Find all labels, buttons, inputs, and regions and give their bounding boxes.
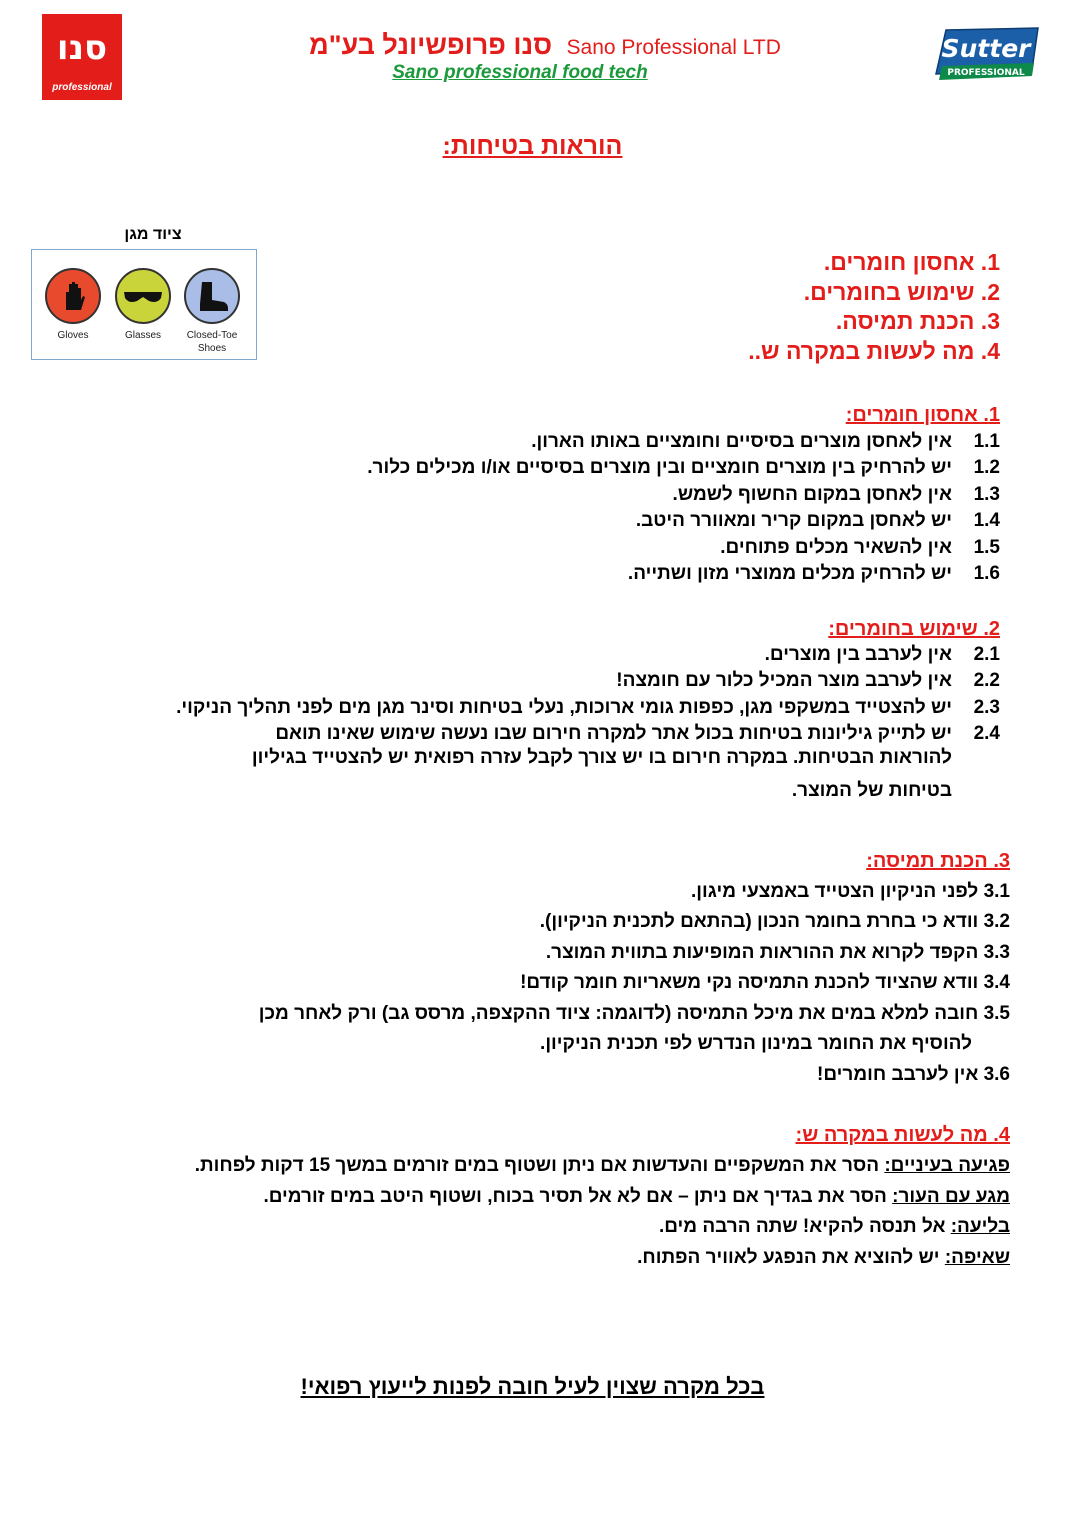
item-number: 3.3: [983, 942, 1010, 963]
company-name-english: Sano Professional LTD: [566, 36, 781, 59]
overview-item: 3. הכנת תמיסה.: [835, 308, 1000, 334]
sutter-logo-word: Sutter: [941, 34, 1031, 63]
first-aid-text: יש להוציא את הנפגע לאוויר הפתוח.: [637, 1247, 940, 1268]
list-item: [520, 970, 1010, 996]
item-number: 2.3: [973, 697, 1000, 718]
item-continuation: להוסיף את החומר במינון הנדרש לפי תכנית הניקיון.: [540, 1033, 972, 1054]
item-number: 2.4: [973, 723, 1000, 744]
company-title: [200, 30, 890, 61]
overview-item: 4. מה לעשות במקרה ש..: [748, 337, 1000, 364]
item-number: 3.5: [983, 1003, 1010, 1024]
item-text: לפני הניקיון הצטייד באמצעי מיגון.: [691, 881, 979, 902]
item-text: וודא כי בחרת בחומר הנכון (בהתאם לתכנית הניקיון).: [539, 911, 979, 932]
item-text: אין לערבב בין מוצרים.: [764, 644, 952, 665]
item-number: 3.1: [983, 881, 1010, 902]
item-text: אין לערבב חומרים!: [817, 1064, 979, 1085]
ppe-caption-shoes: Closed-Toe Shoes: [186, 330, 238, 354]
sano-logo-word: סנו: [56, 28, 108, 68]
item-text: אין לאחסן במקום החשוף לשמש.: [672, 484, 952, 505]
ppe-shoes: [177, 268, 247, 355]
section3-heading: 3. הכנת תמיסה:: [866, 850, 1010, 872]
gloves-icon: [45, 268, 101, 324]
list-item: [259, 1001, 1010, 1027]
item-text: יש לתייק גיליונות בטיחות בכול אתר למקרה חירום שבו נעשה שימוש שאינו תואם: [275, 723, 952, 744]
first-aid-item: [659, 1214, 1010, 1240]
first-aid-item: [637, 1245, 1010, 1271]
item-text: הקפד לקרוא את ההוראות המופיעות בתווית המוצר.: [545, 942, 979, 963]
first-aid-item: [195, 1153, 1010, 1179]
ppe-glasses: [108, 268, 178, 342]
overview-item: 2. שימוש בחומרים.: [803, 278, 1000, 305]
glasses-icon: [115, 268, 171, 324]
item-continuation: בטיחות של המוצר.: [791, 780, 952, 801]
ppe-panel: [31, 249, 257, 360]
footer-warning: בכל מקרה שצוין לעיל חובה לפנות לייעוץ רפואי!: [300, 1374, 765, 1399]
company-name-hebrew: סנו פרופשיונל בע"מ: [309, 30, 553, 60]
sano-logo-sub: professional: [52, 82, 112, 93]
sutter-logo-sub: PROFESSIONAL: [947, 68, 1025, 78]
section2-heading: 2. שימוש בחומרים:: [828, 618, 1000, 640]
first-aid-label: שאיפה:: [944, 1247, 1010, 1268]
item-text: יש להרחיק בין מוצרים חומציים ובין מוצרים בסיסיים או/ו מכילים כלור.: [367, 457, 952, 478]
sano-logo: [42, 14, 122, 100]
ppe-gloves: [38, 268, 108, 342]
page-title: הוראות בטיחות:: [442, 132, 623, 160]
item-number: 1.6: [973, 563, 1000, 584]
item-text: אין לערבב מוצר המכיל כלור עם חומצה!: [616, 670, 952, 691]
item-number: 2.2: [973, 670, 1000, 691]
sutter-logo: [932, 26, 1042, 82]
list-item: [691, 879, 1010, 905]
item-number: 2.1: [973, 644, 1000, 665]
first-aid-text: הסר את בגדיך אם ניתן – אם לא אל תסיר בכוח, ושטוף היטב במים זורמים.: [263, 1186, 887, 1207]
item-text: יש להצטייד במשקפי מגן, כפפות גומי ארוכות, נעלי בטיחות וסינר מגן מים לפני תהליך הניקוי.: [176, 697, 952, 718]
item-number: 1.5: [973, 537, 1000, 558]
list-item: [817, 1062, 1010, 1088]
list-item: [546, 940, 1010, 966]
first-aid-label: פגיעה בעיניים:: [884, 1155, 1010, 1176]
first-aid-item: [263, 1184, 1010, 1210]
item-continuation: להוראות הבטיחות. במקרה חירום בו יש צורך לקבל עזרה רפואית יש להצטייד בגיליון: [251, 747, 952, 768]
list-item: [540, 909, 1010, 935]
boot-icon: [184, 268, 240, 324]
item-number: 1.3: [973, 484, 1000, 505]
first-aid-label: מגע עם העור:: [892, 1186, 1010, 1207]
item-number: 3.2: [983, 911, 1010, 932]
ppe-label: ציוד מגן: [124, 226, 182, 243]
item-number: 3.4: [983, 972, 1010, 993]
item-number: 1.1: [973, 431, 1000, 452]
item-text: וודא שהציוד להכנת התמיסה נקי משאריות חומר קודם!: [520, 972, 979, 993]
section4-heading: 4. מה לעשות במקרה ש:: [795, 1124, 1010, 1146]
item-text: יש לאחסן במקום קריר ומאוורר היטב.: [635, 510, 952, 531]
item-text: אין להשאיר מכלים פתוחים.: [720, 537, 952, 558]
item-text: חובה למלא במים את מיכל התמיסה (לדוגמה: ציוד ההקצפה, מרסס גב) ורק לאחר מכן: [258, 1003, 979, 1024]
overview-list: [748, 248, 1000, 366]
item-number: 3.6: [983, 1064, 1010, 1085]
overview-item: 1. אחסון חומרים.: [823, 249, 1000, 275]
item-number: 1.4: [973, 510, 1000, 531]
first-aid-text: אל תנסה להקיא! שתה הרבה מים.: [658, 1216, 946, 1237]
item-text: אין לאחסן מוצרים בסיסיים וחומציים באותו הארון.: [531, 431, 952, 452]
item-text: יש להרחיק מכלים ממוצרי מזון ושתייה.: [627, 563, 952, 584]
first-aid-label: בליעה:: [950, 1216, 1010, 1237]
section1-heading: 1. אחסון חומרים:: [845, 404, 1000, 426]
item-number: 1.2: [973, 457, 1000, 478]
ppe-caption-glasses: Glasses: [124, 330, 162, 341]
ppe-caption-gloves: Gloves: [57, 330, 89, 341]
first-aid-text: הסר את המשקפיים והעדשות אם ניתן ושטוף במים זורמים במשך 15 דקות לפחות.: [194, 1155, 880, 1176]
company-subtitle: Sano professional food tech: [392, 62, 648, 83]
